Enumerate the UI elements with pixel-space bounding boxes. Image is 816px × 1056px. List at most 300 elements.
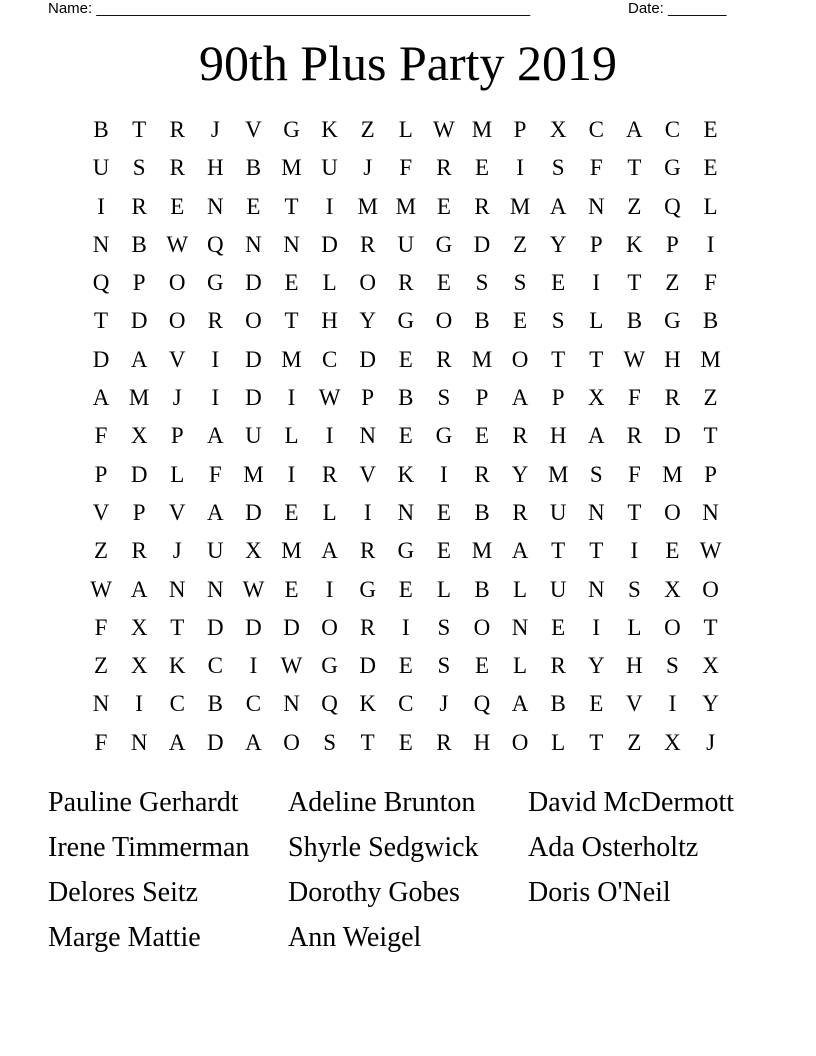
grid-letter: C bbox=[398, 691, 414, 717]
grid-letter: S bbox=[551, 155, 565, 181]
grid-letter: B bbox=[474, 308, 490, 334]
grid-letter: V bbox=[168, 499, 186, 525]
grid-letter: D bbox=[245, 614, 262, 640]
grid-letter: E bbox=[665, 538, 680, 564]
grid-letter: S bbox=[666, 653, 679, 679]
grid-letter: P bbox=[132, 270, 146, 296]
grid-letter: X bbox=[130, 423, 148, 449]
grid-letter: S bbox=[437, 385, 451, 411]
grid-letter: D bbox=[207, 729, 224, 755]
grid-letter: M bbox=[281, 155, 302, 181]
grid-letter: T bbox=[551, 538, 566, 564]
grid-letter: P bbox=[704, 461, 717, 487]
grid-letter: B bbox=[550, 691, 566, 717]
grid-letter: E bbox=[398, 729, 413, 755]
grid-letter: F bbox=[94, 423, 108, 449]
grid-letter: R bbox=[131, 193, 147, 219]
grid-letter: W bbox=[280, 653, 303, 679]
grid-letter: L bbox=[551, 729, 566, 755]
grid-letter: R bbox=[321, 461, 338, 487]
grid-letter: O bbox=[168, 270, 186, 296]
grid-letter: W bbox=[433, 117, 455, 142]
word-list-item: Ada Osterholtz bbox=[528, 832, 699, 863]
grid-letter: B bbox=[398, 385, 414, 411]
grid-letter: K bbox=[626, 231, 643, 257]
grid-letter: F bbox=[589, 155, 603, 181]
grid-letter: A bbox=[511, 538, 529, 564]
grid-letter: G bbox=[397, 538, 415, 564]
grid-letter: O bbox=[245, 308, 262, 334]
grid-letter: E bbox=[398, 653, 413, 679]
grid-letter: R bbox=[398, 270, 414, 296]
grid-letter: I bbox=[325, 423, 334, 449]
grid-letter: N bbox=[245, 231, 262, 257]
grid-letter: N bbox=[92, 231, 110, 257]
grid-letter: M bbox=[471, 346, 493, 372]
grid-letter: S bbox=[589, 461, 603, 487]
grid-letter: X bbox=[664, 729, 681, 755]
word-list-item: Pauline Gerhardt bbox=[48, 787, 239, 818]
grid-letter: X bbox=[245, 538, 262, 564]
grid-letter: A bbox=[207, 423, 224, 449]
grid-letter: S bbox=[323, 729, 336, 755]
grid-letter: S bbox=[437, 653, 451, 679]
grid-letter: D bbox=[359, 653, 377, 679]
grid-letter: M bbox=[243, 461, 264, 487]
grid-letter: R bbox=[360, 614, 376, 640]
grid-letter: J bbox=[172, 385, 182, 411]
grid-letter: M bbox=[357, 193, 378, 219]
grid-letter: N bbox=[702, 499, 719, 525]
grid-letter: M bbox=[395, 193, 417, 219]
grid-letter: U bbox=[549, 499, 567, 525]
grid-letter: I bbox=[592, 270, 601, 296]
grid-letter: J bbox=[172, 538, 182, 564]
grid-letter: T bbox=[132, 117, 147, 142]
grid-letter: S bbox=[513, 270, 527, 296]
grid-letter: Y bbox=[511, 461, 529, 487]
grid-letter: U bbox=[245, 423, 262, 449]
grid-letter: X bbox=[549, 117, 567, 142]
grid-letter: A bbox=[511, 385, 529, 411]
grid-letter: L bbox=[284, 423, 299, 449]
grid-letter: Q bbox=[664, 193, 681, 219]
grid-letter: P bbox=[132, 499, 146, 525]
grid-letter: D bbox=[359, 346, 377, 372]
word-list-item: Adeline Brunton bbox=[288, 787, 476, 818]
grid-letter: M bbox=[281, 346, 302, 372]
word-list-item: Doris O'Neil bbox=[528, 877, 671, 908]
grid-letter: H bbox=[473, 729, 491, 755]
grid-letter: Y bbox=[549, 231, 567, 257]
grid-letter: T bbox=[360, 729, 375, 755]
word-list-item: Dorothy Gobes bbox=[288, 877, 460, 908]
grid-letter: D bbox=[130, 461, 148, 487]
grid-letter: E bbox=[284, 499, 299, 525]
grid-letter: A bbox=[92, 385, 110, 411]
grid-letter: V bbox=[626, 691, 643, 717]
grid-letter: I bbox=[211, 385, 220, 411]
grid-letter: N bbox=[207, 193, 224, 219]
grid-letter: W bbox=[166, 231, 189, 257]
grid-letter: G bbox=[207, 270, 224, 296]
grid-letter: O bbox=[435, 308, 453, 334]
word-list-item: Shyrle Sedgwick bbox=[288, 832, 479, 863]
grid-letter: R bbox=[664, 385, 681, 411]
grid-letter: B bbox=[626, 308, 643, 334]
grid-letter: R bbox=[512, 499, 528, 525]
grid-letter: S bbox=[437, 614, 451, 640]
grid-letter: Y bbox=[359, 308, 377, 334]
grid-letter: E bbox=[436, 193, 451, 219]
grid-letter: A bbox=[626, 117, 643, 142]
grid-letter: C bbox=[588, 117, 604, 142]
grid-letter: E bbox=[398, 423, 413, 449]
name-field-label: Name: ____________________________________________________ bbox=[48, 0, 531, 17]
grid-letter: N bbox=[130, 729, 148, 755]
grid-letter: O bbox=[283, 729, 300, 755]
grid-letter: J bbox=[210, 117, 220, 142]
grid-row bbox=[82, 571, 730, 609]
grid-row bbox=[82, 379, 730, 417]
grid-letter: E bbox=[284, 576, 299, 602]
grid-letter: D bbox=[130, 308, 148, 334]
grid-row bbox=[82, 302, 730, 340]
grid-letter: D bbox=[245, 385, 262, 411]
grid-letter: E bbox=[474, 155, 490, 181]
grid-letter: A bbox=[245, 729, 262, 755]
grid-letter: R bbox=[360, 231, 376, 257]
grid-row bbox=[82, 226, 730, 264]
grid-letter: N bbox=[511, 614, 529, 640]
grid-letter: I bbox=[630, 538, 639, 564]
grid-letter: T bbox=[284, 308, 299, 334]
grid-letter: G bbox=[664, 155, 681, 181]
grid-letter: C bbox=[321, 346, 338, 372]
grid-letter: W bbox=[318, 385, 341, 411]
grid-letter: A bbox=[168, 729, 186, 755]
grid-letter: E bbox=[436, 499, 451, 525]
grid-letter: Z bbox=[703, 385, 718, 411]
grid-letter: I bbox=[249, 653, 258, 679]
grid-letter: Z bbox=[627, 193, 642, 219]
date-field-label: Date: _______ bbox=[628, 0, 727, 17]
grid-letter: B bbox=[207, 691, 223, 717]
grid-letter: X bbox=[664, 576, 681, 602]
grid-letter: P bbox=[666, 231, 679, 257]
grid-letter: R bbox=[436, 346, 452, 372]
grid-letter: G bbox=[397, 308, 415, 334]
grid-row bbox=[82, 456, 730, 494]
grid-letter: X bbox=[702, 653, 719, 679]
grid-row bbox=[82, 494, 730, 532]
grid-letter: C bbox=[207, 653, 223, 679]
grid-letter: P bbox=[475, 385, 489, 411]
grid-letter: M bbox=[547, 461, 569, 487]
grid-letter: O bbox=[702, 576, 719, 602]
grid-letter: U bbox=[321, 155, 338, 181]
grid-letter: I bbox=[211, 346, 220, 372]
grid-letter: B bbox=[93, 117, 109, 142]
grid-letter: F bbox=[627, 461, 641, 487]
grid-letter: I bbox=[325, 193, 334, 219]
grid-row bbox=[82, 609, 730, 647]
grid-letter: T bbox=[170, 614, 185, 640]
grid-letter: G bbox=[435, 231, 453, 257]
word-list-item: Irene Timmerman bbox=[48, 832, 250, 863]
grid-letter: N bbox=[168, 576, 186, 602]
grid-letter: V bbox=[245, 117, 262, 142]
grid-letter: F bbox=[94, 729, 108, 755]
grid-letter: T bbox=[284, 193, 299, 219]
grid-letter: O bbox=[664, 499, 681, 525]
grid-letter: F bbox=[399, 155, 413, 181]
grid-letter: B bbox=[131, 231, 147, 257]
grid-letter: T bbox=[589, 538, 604, 564]
grid-letter: C bbox=[245, 691, 262, 717]
grid-letter: A bbox=[130, 346, 148, 372]
grid-letter: L bbox=[170, 461, 185, 487]
grid-letter: R bbox=[474, 193, 490, 219]
grid-letter: E bbox=[703, 117, 718, 142]
grid-letter: A bbox=[130, 576, 148, 602]
grid-letter: O bbox=[511, 346, 529, 372]
grid-letter: F bbox=[704, 270, 717, 296]
grid-letter: E bbox=[551, 270, 566, 296]
grid-letter: D bbox=[321, 231, 338, 257]
grid-letter: Z bbox=[513, 231, 528, 257]
grid-letter: X bbox=[130, 653, 148, 679]
grid-letter: L bbox=[322, 270, 337, 296]
grid-letter: T bbox=[703, 614, 718, 640]
grid-letter: P bbox=[589, 231, 603, 257]
grid-letter: T bbox=[627, 499, 642, 525]
grid-letter: N bbox=[283, 691, 300, 717]
grid-letter: A bbox=[207, 499, 224, 525]
grid-letter: Z bbox=[627, 729, 642, 755]
grid-row bbox=[82, 532, 730, 570]
grid-letter: E bbox=[703, 155, 718, 181]
grid-letter: N bbox=[207, 576, 224, 602]
grid-letter: E bbox=[436, 270, 451, 296]
word-list-item: Ann Weigel bbox=[288, 922, 422, 953]
grid-row bbox=[82, 264, 730, 302]
grid-letter: M bbox=[471, 117, 493, 142]
grid-row bbox=[82, 341, 730, 379]
grid-letter: H bbox=[549, 423, 567, 449]
grid-letter: Q bbox=[92, 270, 110, 296]
grid-letter: Z bbox=[665, 270, 680, 296]
grid-letter: Y bbox=[587, 653, 605, 679]
grid-letter: E bbox=[474, 653, 490, 679]
grid-letter: T bbox=[94, 308, 109, 334]
grid-letter: M bbox=[700, 346, 721, 372]
grid-letter: J bbox=[363, 155, 373, 181]
grid-letter: Q bbox=[207, 231, 224, 257]
grid-letter: G bbox=[321, 653, 338, 679]
grid-letter: E bbox=[398, 576, 413, 602]
grid-letter: N bbox=[587, 193, 605, 219]
grid-letter: G bbox=[435, 423, 453, 449]
grid-letter: T bbox=[589, 346, 604, 372]
grid-letter: E bbox=[589, 691, 604, 717]
word-list bbox=[48, 780, 788, 960]
grid-letter: F bbox=[208, 461, 222, 487]
grid-letter: B bbox=[474, 499, 490, 525]
grid-letter: W bbox=[699, 538, 722, 564]
grid-letter: I bbox=[97, 193, 105, 219]
grid-letter: R bbox=[360, 538, 376, 564]
grid-letter: D bbox=[664, 423, 681, 449]
grid-letter: U bbox=[92, 155, 110, 181]
grid-letter: E bbox=[398, 346, 413, 372]
grid-letter: F bbox=[627, 385, 641, 411]
grid-letter: L bbox=[322, 499, 337, 525]
grid-letter: N bbox=[587, 499, 605, 525]
grid-letter: S bbox=[475, 270, 489, 296]
grid-letter: R bbox=[626, 423, 643, 449]
grid-letter: G bbox=[664, 308, 681, 334]
grid-letter: R bbox=[436, 729, 452, 755]
grid-letter: L bbox=[513, 653, 528, 679]
grid-letter: T bbox=[627, 155, 642, 181]
grid-letter: B bbox=[702, 308, 719, 334]
grid-letter: N bbox=[283, 231, 300, 257]
grid-letter: M bbox=[128, 385, 150, 411]
grid-letter: N bbox=[92, 691, 110, 717]
grid-letter: X bbox=[130, 614, 148, 640]
grid-letter: H bbox=[664, 346, 681, 372]
grid-letter: U bbox=[397, 231, 415, 257]
grid-letter: E bbox=[551, 614, 566, 640]
page-title: 90th Plus Party 2019 bbox=[198, 35, 618, 91]
grid-letter: M bbox=[509, 193, 531, 219]
grid-letter: B bbox=[474, 576, 490, 602]
grid-row bbox=[82, 647, 730, 685]
grid-letter: P bbox=[513, 117, 527, 142]
grid-letter: O bbox=[511, 729, 529, 755]
grid-row bbox=[82, 685, 730, 723]
grid-letter: I bbox=[135, 691, 143, 717]
grid-letter: G bbox=[283, 117, 300, 142]
grid-letter: L bbox=[703, 193, 718, 219]
grid-letter: Z bbox=[94, 538, 109, 564]
grid-letter: L bbox=[589, 308, 604, 334]
grid-letter: I bbox=[363, 499, 372, 525]
grid-letter: K bbox=[321, 117, 338, 142]
grid-letter: I bbox=[287, 385, 296, 411]
grid-letter: A bbox=[321, 538, 338, 564]
grid-letter: J bbox=[706, 729, 716, 755]
grid-letter: O bbox=[473, 614, 491, 640]
grid-letter: D bbox=[283, 614, 300, 640]
grid-letter: W bbox=[90, 576, 112, 602]
grid-letter: T bbox=[589, 729, 604, 755]
grid-letter: N bbox=[397, 499, 415, 525]
grid-letter: C bbox=[664, 117, 681, 142]
grid-letter: O bbox=[321, 614, 338, 640]
grid-letter: P bbox=[170, 423, 184, 449]
grid-letter: D bbox=[245, 499, 262, 525]
grid-letter: O bbox=[664, 614, 681, 640]
grid-letter: U bbox=[549, 576, 567, 602]
grid-row bbox=[82, 149, 730, 187]
grid-letter: R bbox=[474, 461, 490, 487]
grid-letter: X bbox=[587, 385, 605, 411]
grid-letter: D bbox=[473, 231, 491, 257]
grid-letter: R bbox=[131, 538, 147, 564]
grid-letter: H bbox=[626, 653, 643, 679]
grid-letter: O bbox=[168, 308, 186, 334]
grid-letter: Z bbox=[360, 117, 375, 142]
grid-letter: A bbox=[511, 691, 529, 717]
grid-letter: L bbox=[436, 576, 451, 602]
grid-letter: I bbox=[287, 461, 296, 487]
grid-letter: M bbox=[662, 461, 683, 487]
grid-letter: Y bbox=[702, 691, 719, 717]
grid-letter: S bbox=[132, 155, 146, 181]
grid-letter: L bbox=[398, 117, 413, 142]
grid-letter: R bbox=[512, 423, 528, 449]
grid-letter: V bbox=[168, 346, 186, 372]
grid-letter: N bbox=[587, 576, 605, 602]
grid-letter: E bbox=[246, 193, 261, 219]
grid-letter: G bbox=[359, 576, 377, 602]
grid-letter: O bbox=[359, 270, 377, 296]
grid-letter: W bbox=[242, 576, 265, 602]
grid-letter: I bbox=[325, 576, 334, 602]
grid-letter: Q bbox=[473, 691, 491, 717]
grid-letter: D bbox=[245, 270, 262, 296]
grid-letter: L bbox=[513, 576, 528, 602]
grid-letter: U bbox=[207, 538, 224, 564]
grid-letter: K bbox=[359, 691, 377, 717]
grid-letter: E bbox=[474, 423, 490, 449]
word-list-item: Delores Seitz bbox=[48, 877, 199, 908]
grid-letter: A bbox=[587, 423, 605, 449]
grid-letter: M bbox=[471, 538, 493, 564]
grid-letter: M bbox=[281, 538, 302, 564]
grid-letter: C bbox=[169, 691, 185, 717]
grid-letter: R bbox=[169, 155, 185, 181]
grid-letter: F bbox=[94, 614, 108, 640]
grid-letter: I bbox=[706, 231, 715, 257]
grid-letter: I bbox=[440, 461, 448, 487]
word-list-item: Marge Mattie bbox=[48, 922, 201, 953]
grid-letter: I bbox=[668, 691, 677, 717]
grid-letter: L bbox=[627, 614, 642, 640]
grid-letter: T bbox=[627, 270, 642, 296]
grid-letter: K bbox=[168, 653, 186, 679]
grid-letter: S bbox=[551, 308, 565, 334]
grid-letter: A bbox=[549, 193, 567, 219]
letter-grid bbox=[82, 111, 730, 762]
grid-letter: I bbox=[401, 614, 410, 640]
grid-letter: P bbox=[551, 385, 565, 411]
grid-letter: E bbox=[170, 193, 185, 219]
grid-letter: K bbox=[397, 461, 415, 487]
grid-letter: I bbox=[592, 614, 601, 640]
grid-letter: S bbox=[627, 576, 641, 602]
grid-row bbox=[82, 724, 730, 762]
grid-letter: E bbox=[513, 308, 528, 334]
grid-letter: N bbox=[359, 423, 377, 449]
grid-letter: D bbox=[245, 346, 262, 372]
grid-letter: V bbox=[92, 499, 110, 525]
grid-letter: R bbox=[207, 308, 223, 334]
grid-letter: T bbox=[551, 346, 566, 372]
grid-letter: R bbox=[436, 155, 452, 181]
